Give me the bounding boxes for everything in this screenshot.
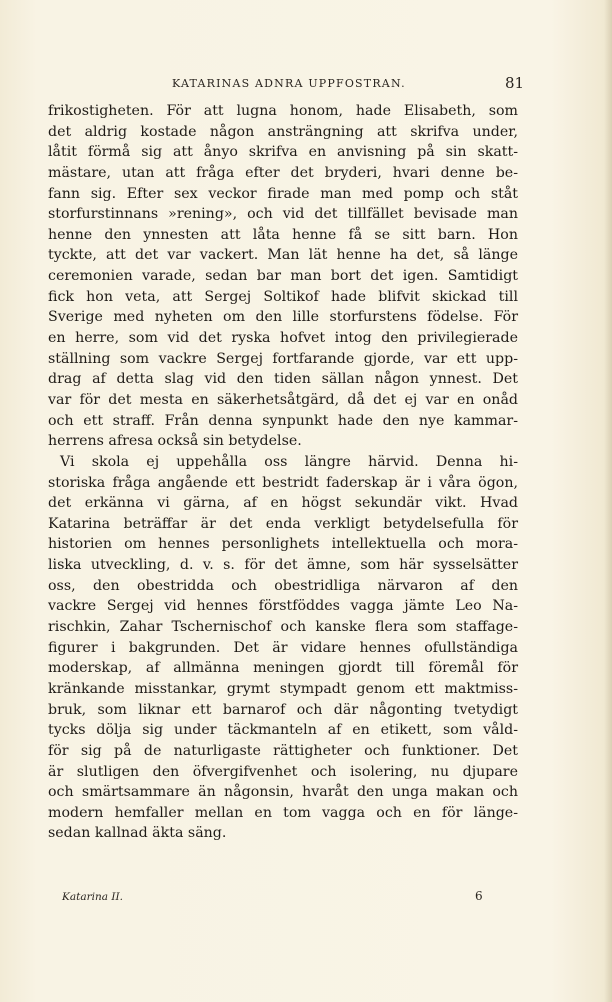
text-line: tycks dölja sig under täckmanteln af en etikett, som våld- <box>48 722 518 739</box>
text-line: ställning som vackre Sergej fortfarande gjorde, var ett upp- <box>48 350 518 367</box>
text-line: moderskap, af allmänna meningen gjordt till föremål för <box>48 660 518 677</box>
text-line: fann sig. Efter sex veckor firade man med pomp och ståt <box>48 185 518 202</box>
text-line: tyckte, att det var vackert. Man lät henne ha det, så länge <box>48 247 518 264</box>
text-line: och ett straff. Från denna synpunkt hade den nye kammar- <box>48 412 518 429</box>
footer-sheet-mark: 6 <box>475 889 483 903</box>
text-line: är slutligen den öfvergifvenhet och isolering, nu djupare <box>48 763 518 780</box>
text-line: vackre Sergej vid hennes förstföddes vagga jämte Leo Na- <box>48 598 518 615</box>
text-line: oss, den obestridda och obestridliga närvaron af den <box>48 577 518 594</box>
text-line: fick hon veta, att Sergej Soltikof hade blifvit skickad till <box>48 288 518 305</box>
text-line: var för det mesta en säkerhetsåtgärd, då det ej var en onåd <box>48 391 518 408</box>
text-line: en herre, som vid det ryska hofvet intog den privilegierade <box>48 330 518 347</box>
text-line: bruk, som liknar ett barnarof och där någonting tvetydigt <box>48 701 518 718</box>
running-head: KATARINAS ADNRA UPPFOSTRAN. <box>172 77 406 90</box>
text-line: kränkande misstankar, grymt stympadt genom ett maktmiss- <box>48 680 518 697</box>
body-text <box>48 101 518 844</box>
text-line: historien om hennes personlighets intellektuella och mora- <box>48 536 518 553</box>
text-line: och smärtsammare än någonsin, hvaråt den unga makan och <box>48 784 518 801</box>
text-line: det erkänna vi gärna, af en högst sekundär vikt. Hvad <box>48 495 518 512</box>
text-line: Sverige med nyheten om den lille storfurstens födelse. För <box>48 309 518 326</box>
page-edge-shadow <box>604 0 612 1002</box>
text-line: modern hemfaller mellan en tom vagga och en för länge- <box>48 804 518 821</box>
text-line: rischkin, Zahar Tschernischof och kanske flera som staffage- <box>48 619 518 636</box>
text-line-paragraph-end: herrens afresa också sin betydelse. <box>48 433 302 450</box>
text-line: storfurstinnans »rening», och vid det tillfället bevisade man <box>48 206 518 223</box>
text-line: figurer i bakgrunden. Det är vidare hennes ofullständiga <box>48 639 518 656</box>
text-line: liska utveckling, d. v. s. för det ämne, som här sysselsätter <box>48 557 518 574</box>
footer-signature: Katarina II. <box>62 891 123 903</box>
text-line: mästare, utan att fråga efter det bryderi, hvari denne be- <box>48 164 518 181</box>
text-line: ceremonien varade, sedan bar man bort det igen. Samtidigt <box>48 268 518 285</box>
text-line-paragraph-end: sedan kallnad äkta säng. <box>48 825 227 842</box>
text-line: drag af detta slag vid den tiden sällan någon ynnest. Det <box>48 371 518 388</box>
text-line: för sig på de naturligaste rättigheter och funktioner. Det <box>48 742 518 759</box>
text-line: det aldrig kostade någon ansträngning att skrifva under, <box>48 123 518 140</box>
text-line-paragraph-start: Vi skola ej uppehålla oss längre härvid. Denna hi- <box>60 453 518 470</box>
text-line: låtit förmå sig att ånyo skrifva en anvisning på sin skatt- <box>48 144 518 161</box>
text-line: Katarina beträffar är det enda verkligt betydelsefulla för <box>48 515 518 532</box>
text-line: frikostigheten. För att lugna honom, hade Elisabeth, som <box>48 103 518 119</box>
text-line: storiska fråga angående ett bestridt faderskap är i våra ögon, <box>48 474 518 491</box>
text-line: henne den ynnesten att låta henne få se sitt barn. Hon <box>48 226 518 243</box>
page-number: 81 <box>505 74 525 92</box>
